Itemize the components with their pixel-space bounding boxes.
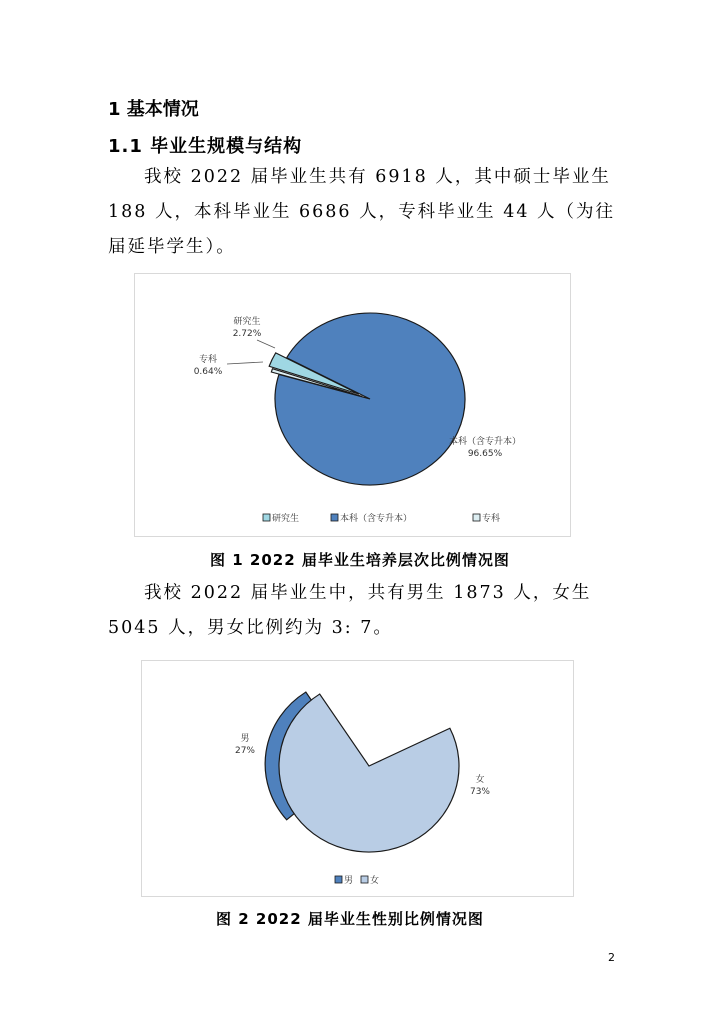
pie-slice <box>279 694 459 852</box>
legend-label: 本科（含专升本） <box>340 514 413 524</box>
slice-category-label: 男 <box>240 734 250 744</box>
legend-swatch <box>361 876 368 883</box>
legend-label: 专科 <box>482 514 501 524</box>
slice-value-label: 27% <box>234 746 256 756</box>
slice-value-label: 96.65% <box>467 449 503 459</box>
slice-value-label: 0.64% <box>193 367 223 377</box>
chart-gender <box>141 660 574 897</box>
paragraph-graduate-count-text: 我校 2022 届毕业生共有 6918 人，其中硕士毕业生 188 人，本科毕业生 6686 人，专科毕业生 44 人（为往届延毕学生）。 <box>108 167 616 257</box>
paragraph-gender-count-text: 我校 2022 届毕业生中，共有男生 1873 人，女生 5045 人，男女比例约为 3: 7。 <box>108 583 592 638</box>
legend-label: 女 <box>370 876 380 886</box>
section-heading: 1 基本情况 <box>108 99 199 120</box>
chart-gender-svg <box>142 661 573 896</box>
legend-swatch <box>263 514 270 521</box>
subsection-heading: 1.1 毕业生规模与结构 <box>108 136 303 157</box>
legend-swatch <box>473 514 480 521</box>
chart-education-level <box>134 273 571 537</box>
paragraph-graduate-count <box>108 160 618 265</box>
slice-category-label: 女 <box>475 775 485 785</box>
slice-category-label: 研究生 <box>233 317 261 327</box>
slice-value-label: 73% <box>469 787 491 797</box>
chart-education-level-svg <box>135 274 570 536</box>
pie-slice-group <box>275 313 465 485</box>
legend-swatch <box>331 514 338 521</box>
slice-category-label: 本科（含专升本） <box>448 437 522 447</box>
page-number: 2 <box>608 951 615 964</box>
figure2-caption: 图 2 2022 届毕业生性别比例情况图 <box>216 910 484 928</box>
pie-slice-group <box>279 694 459 852</box>
leader-line <box>227 362 263 364</box>
legend-label: 男 <box>344 876 354 886</box>
slice-category-label: 专科 <box>198 355 218 365</box>
slice-value-label: 2.72% <box>232 329 262 339</box>
pie-slice <box>275 313 465 485</box>
leader-line <box>257 340 275 348</box>
paragraph-gender-count <box>108 576 618 646</box>
figure1-caption: 图 1 2022 届毕业生培养层次比例情况图 <box>210 551 510 569</box>
legend-swatch <box>335 876 342 883</box>
legend-label: 研究生 <box>272 514 300 524</box>
